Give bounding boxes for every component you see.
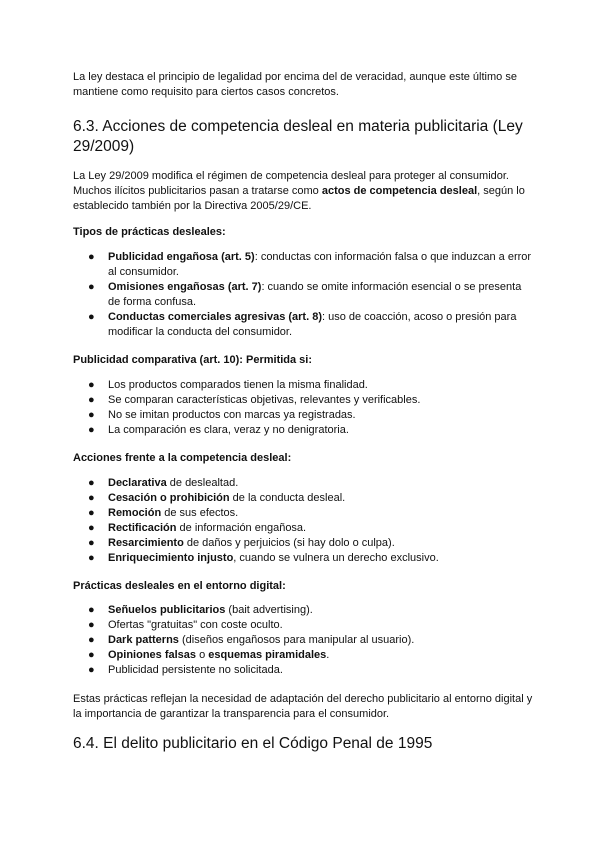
bullet-icon: ●: [88, 522, 95, 534]
bullet-icon: ●: [88, 634, 95, 646]
list-item: [73, 663, 533, 678]
item-bold: Cesación o prohibición: [108, 492, 230, 504]
item-bold: Remoción: [108, 507, 162, 519]
item-text: : cuando se omite información esencial o se presenta de forma confusa.: [108, 281, 522, 308]
item-text: o: [196, 649, 209, 661]
bullet-icon: ●: [88, 649, 95, 661]
acciones-heading: Acciones frente a la competencia desleal:: [73, 452, 292, 464]
bullet-icon: ●: [88, 507, 95, 519]
item-text: No se imitan productos con marcas ya registradas.: [108, 409, 356, 421]
item-text: Publicidad persistente no solicitada.: [108, 664, 283, 676]
bullet-icon: ●: [88, 409, 95, 421]
digital-heading: Prácticas desleales en el entorno digital:: [73, 580, 286, 592]
list-item: [73, 280, 533, 310]
comparativa-list: [73, 378, 533, 438]
item-text: , cuando se vulnera un derecho exclusivo.: [233, 552, 439, 564]
bullet-icon: ●: [88, 379, 95, 391]
list-item: [73, 551, 533, 566]
item-bold: Rectificación: [108, 522, 177, 534]
list-item: [73, 506, 533, 521]
bullet-icon: ●: [88, 251, 95, 263]
bullet-icon: ●: [88, 281, 95, 293]
item-text: Ofertas "gratuitas" con coste oculto.: [108, 619, 283, 631]
list-item: [73, 408, 533, 423]
item-bold: Declarativa: [108, 477, 167, 489]
item-text: Los productos comparados tienen la misma finalidad.: [108, 379, 368, 391]
digital-list: [73, 603, 533, 678]
item-bold: Señuelos publicitarios: [108, 604, 226, 616]
list-item: [73, 603, 533, 618]
page-content: [73, 70, 533, 754]
item-bold: Omisiones engañosas (art. 7): [108, 281, 262, 293]
list-item: [73, 476, 533, 491]
paragraph-text: , según lo establecido también por la Directiva 2005/29/CE.: [73, 185, 525, 212]
item-bold: Resarcimiento: [108, 537, 184, 549]
list-item: [73, 491, 533, 506]
bullet-icon: ●: [88, 664, 95, 676]
item-bold: esquemas piramidales: [208, 649, 327, 661]
comparativa-heading: Publicidad comparativa (art. 10): Permitida si:: [73, 354, 313, 366]
list-item: [73, 536, 533, 551]
section-6-4-heading: 6.4. El delito publicitario en el Código Penal de 1995: [73, 735, 433, 752]
bullet-icon: ●: [88, 619, 95, 631]
list-item: [73, 633, 533, 648]
item-text: de la conducta desleal.: [229, 492, 346, 504]
list-item: [73, 378, 533, 393]
list-item: [73, 393, 533, 408]
item-text: de daños y perjuicios (si hay dolo o culpa).: [183, 537, 395, 549]
item-bold: Opiniones falsas: [108, 649, 197, 661]
bullet-icon: ●: [88, 311, 95, 323]
list-item: [73, 521, 533, 536]
list-item: [73, 618, 533, 633]
item-text: (diseños engañosos para manipular al usuario).: [178, 634, 415, 646]
item-text: (bait advertising).: [225, 604, 313, 616]
bullet-icon: ●: [88, 394, 95, 406]
item-bold: Publicidad engañosa (art. 5): [108, 251, 255, 263]
list-item: [73, 648, 533, 663]
list-item: [73, 250, 533, 280]
intro-paragraph: La ley destaca el principio de legalidad por encima del de veracidad, aunque este último se mantiene como requisito para ciertos casos concretos.: [73, 71, 517, 98]
bullet-icon: ●: [88, 537, 95, 549]
bullet-icon: ●: [88, 492, 95, 504]
item-text: Se comparan características objetivas, relevantes y verificables.: [108, 394, 421, 406]
bullet-icon: ●: [88, 477, 95, 489]
item-text: de sus efectos.: [161, 507, 239, 519]
paragraph-text: La Ley 29/2009 modifica el régimen de competencia desleal para proteger al consumidor. Muchos ilícitos publicitarios pasan a tratarse como: [73, 170, 509, 197]
list-item: [73, 310, 533, 340]
tipos-heading: Tipos de prácticas desleales:: [73, 226, 226, 238]
item-text: : conductas con información falsa o que induzcan a error al consumidor.: [108, 251, 532, 278]
paragraph-bold-text: actos de competencia desleal: [321, 185, 478, 197]
item-bold: Dark patterns: [108, 634, 179, 646]
closing-paragraph: Estas prácticas reflejan la necesidad de adaptación del derecho publicitario al entorno digital y la importancia de garantizar la transparencia para el consumidor.: [73, 693, 533, 720]
tipos-list: [73, 250, 533, 340]
item-text: La comparación es clara, veraz y no denigratoria.: [108, 424, 349, 436]
item-text: : uso de coacción, acoso o presión para modificar la conducta del consumidor.: [108, 311, 517, 338]
acciones-list: [73, 476, 533, 566]
item-bold: Enriquecimiento injusto: [108, 552, 234, 564]
item-text: de deslealtad.: [166, 477, 239, 489]
section-6-3-paragraph: [73, 169, 533, 214]
item-text: .: [326, 649, 330, 661]
bullet-icon: ●: [88, 424, 95, 436]
item-bold: Conductas comerciales agresivas (art. 8): [108, 311, 322, 323]
bullet-icon: ●: [88, 552, 95, 564]
list-item: [73, 423, 533, 438]
section-6-3-heading: 6.3. Acciones de competencia desleal en materia publicitaria (Ley 29/2009): [73, 118, 523, 155]
bullet-icon: ●: [88, 604, 95, 616]
item-text: de información engañosa.: [176, 522, 307, 534]
